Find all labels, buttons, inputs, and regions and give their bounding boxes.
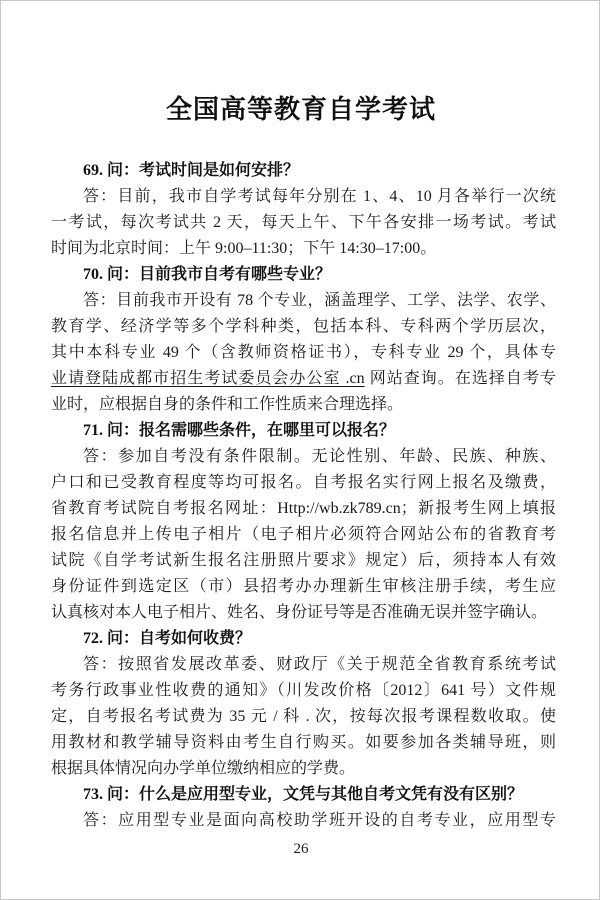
page-title: 全国高等教育自学考试 [165,94,436,124]
answer-line: 一考试，每次考试共 2 天，每天上午、下午各安排一场考试。考试 [51,214,556,231]
answer-line: 答：应用型专业是面向高校助学班开设的自考专业，应用型专 [83,812,556,829]
question-71: 71. 问：报名需哪些条件，在哪里可以报名？ [83,422,396,439]
answer-line [51,366,556,392]
answer-line: 答：目前，我市自学考试每年分别在 1、4、10 月各举行一次统 [83,188,556,205]
answer-line: 省教育考试院自考报名网址：Http://wb.zk789.cn；新报考生网上填报 [51,500,556,517]
answer-line: 用教材和教学辅导资料由考生自行购买。如要参加各类辅导班，则 [51,734,556,751]
answer-line: 报名信息并上传电子相片（电子相片必须符合网站公布的省教育考 [51,526,556,543]
answer-line: 其中本科专业 49 个（含教师资格证书），专科专业 29 个，具体专 [51,344,556,361]
answer-line: 答：按照省发展改革委、财政厅《关于规范全省教育系统考试 [83,656,556,673]
question-73: 73. 问：什么是应用型专业，文凭与其他自考文凭有没有区别？ [83,786,524,803]
answer-line: 户口和已受教育程度等均可报名。自考报名实行网上报名及缴费， [51,474,556,491]
answer-line: 答：参加自考没有条件限制。无论性别、年龄、民族、种族、 [83,448,556,465]
underlined-website-reference: 业请登陆成都市招生考试委员会办公室 .cn [51,370,365,387]
answer-line: 根据具体情况向办学单位缴纳相应的学费。 [51,760,356,777]
answer-line: 身份证件到选定区（市）县招考办办理新生审核注册手续，考生应 [51,578,556,595]
answer-line: 定，自考报名考试费为 35 元 / 科 . 次，按每次报考课程数收取。使 [51,708,556,725]
answer-line: 答：目前我市开设有 78 个专业，涵盖理学、工学、法学、农学、 [83,292,556,309]
question-72: 72. 问：自考如何收费？ [83,630,252,647]
answer-text: 网站查询。在选择自考专 [369,370,556,387]
page-number: 26 [293,841,309,857]
answer-line: 认真核对本人电子相片、姓名、身份证号等是否准确无误并签字确认。 [51,604,548,621]
answer-line: 业时，应根据自身的条件和工作性质来合理选择。 [51,396,404,413]
question-69: 69. 问：考试时间是如何安排？ [83,162,300,179]
qa-body [51,158,556,834]
answer-line: 试院《自学考试新生报名注册照片要求》规定）后，须持本人有效 [51,552,556,569]
answer-line: 考务行政事业性收费的通知》（川发改价格〔2012〕641 号）文件规 [51,682,556,699]
answer-line: 教育学、经济学等多个学科种类，包括本科、专科两个学历层次， [51,318,556,335]
question-70: 70. 问：目前我市自考有哪些专业？ [83,266,332,283]
answer-line: 时间为北京时间：上午 9:00–11:30；下午 14:30–17:00。 [51,240,437,257]
